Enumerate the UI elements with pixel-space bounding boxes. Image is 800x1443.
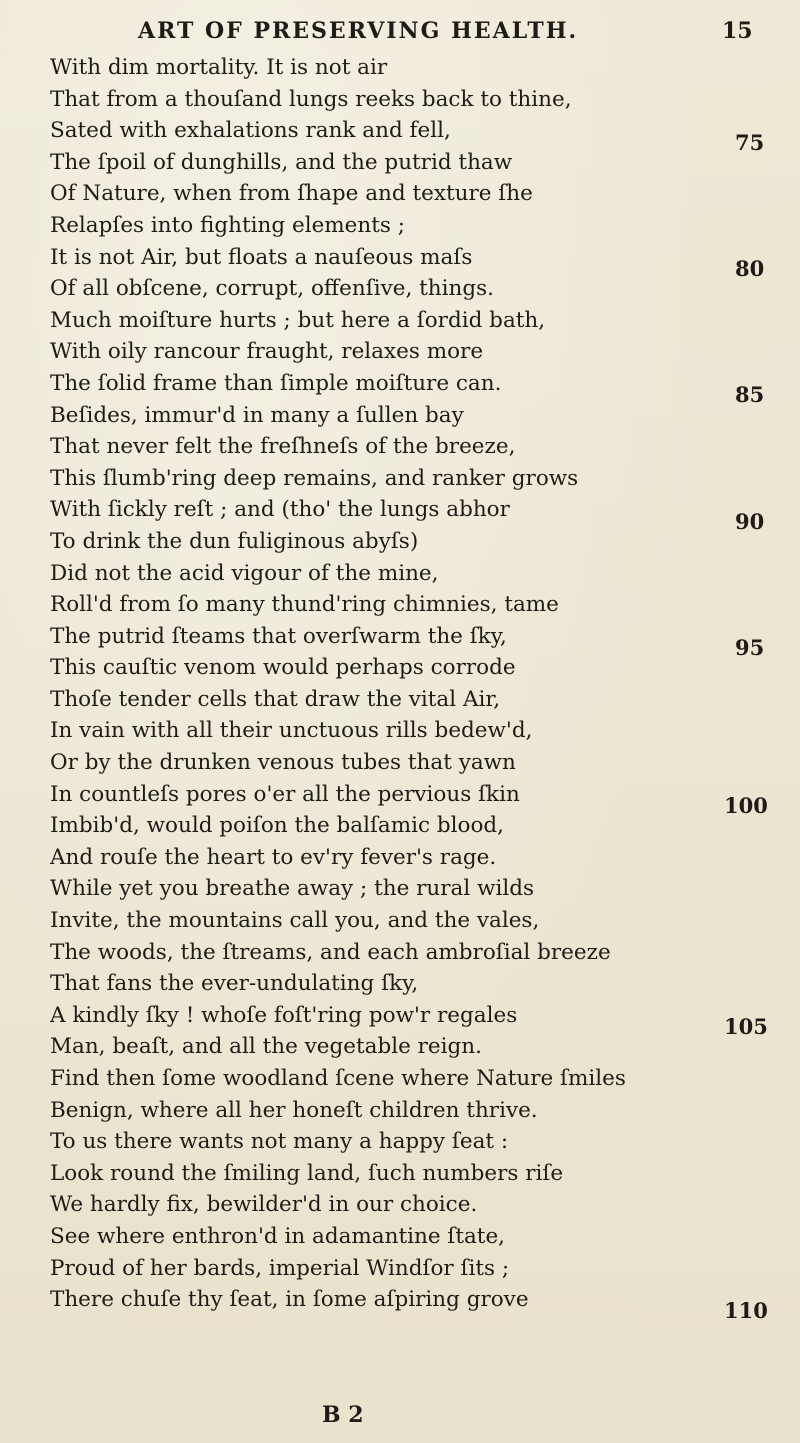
poem-line: In vain with all their unctuous rills bedew'd,	[50, 718, 533, 744]
poem-line: Did not the acid vigour of the mine,	[50, 560, 439, 586]
poem-line: Thoſe tender cells that draw the vital Air,	[50, 686, 501, 712]
poem-line: Proud of her bards, imperial Windſor ſits ;	[50, 1255, 510, 1281]
poem-line: That from a thouſand lungs reeks back to thine,	[50, 86, 572, 112]
running-head: ART OF PRESERVING HEALTH.	[138, 18, 579, 44]
line-number: 95	[735, 635, 765, 660]
poem-line: And rouſe the heart to ev'ry fever's rage.	[50, 844, 497, 870]
poem-line: Find then ſome woodland ſcene where Nature ſmiles	[50, 1066, 626, 1091]
poem-line: We hardly fix, bewilder'd in our choice.	[50, 1192, 478, 1218]
poem-line: This cauſtic venom would perhaps corrode	[50, 655, 516, 681]
poem-line: Roll'd from ſo many thund'ring chimnies, tame	[50, 592, 559, 618]
poem-line: With ſickly reſt ; and (tho' the lungs abhor	[50, 497, 510, 523]
poem-line: Look round the ſmiling land, ſuch numbers riſe	[50, 1160, 564, 1186]
poem-line: Relapſes into fighting elements ;	[50, 212, 406, 238]
line-number: 105	[724, 1014, 768, 1039]
line-number: 110	[724, 1298, 768, 1323]
poem-line: Much moiſture hurts ; but here a ſordid bath,	[50, 307, 546, 333]
line-number: 85	[735, 382, 765, 407]
poem-line: A kindly ſky ! whoſe foſt'ring pow'r regales	[50, 1002, 518, 1028]
poem-line: To us there wants not many a happy ſeat :	[50, 1129, 509, 1155]
poem-line: To drink the dun fuliginous abyſs)	[50, 528, 419, 554]
poem-line: Beſides, immur'd in many a ſullen bay	[50, 402, 464, 428]
poem-line: Imbib'd, would poiſon the balſamic blood,	[50, 813, 504, 839]
line-number: 80	[735, 256, 765, 281]
poem-line: The ſolid frame than ſimple moiſture can.	[50, 370, 502, 396]
poem-text	[50, 52, 740, 1316]
poem-line: It is not Air, but floats a nauſeous maſs	[50, 244, 473, 270]
poem-line: Sated with exhalations rank and fell,	[50, 118, 451, 144]
poem-line: The putrid ſteams that overſwarm the ſky,	[50, 623, 507, 649]
line-number: 100	[724, 793, 768, 818]
poem-line: That fans the ever-undulating ſky,	[50, 971, 419, 997]
poem-line: The ſpoil of dunghills, and the putrid thaw	[50, 149, 513, 175]
poem-line: There chuſe thy ſeat, in ſome aſpiring grove	[50, 1287, 529, 1313]
poem-line: Of all obſcene, corrupt, offenſive, things.	[50, 276, 494, 302]
poem-line: While yet you breathe away ; the rural wilds	[50, 876, 535, 902]
poem-line: With oily rancour fraught, relaxes more	[50, 339, 484, 365]
poem-line: Man, beaſt, and all the vegetable reign.	[50, 1034, 482, 1060]
poem-line: In countleſs pores o'er all the pervious ſkin	[50, 781, 520, 807]
poem-line: Of Nature, when from ſhape and texture ſhe	[50, 181, 533, 207]
signature-mark: B 2	[322, 1402, 364, 1428]
poem-line: This ſlumb'ring deep remains, and ranker grows	[50, 465, 579, 491]
poem-line: That never felt the freſhneſs of the breeze,	[50, 434, 516, 460]
page-number: 15	[722, 18, 753, 44]
poem-line: Benign, where all her honeſt children thrive.	[50, 1097, 538, 1123]
line-number: 90	[735, 509, 765, 534]
poem-line: Or by the drunken venous tubes that yawn	[50, 750, 516, 776]
poem-line: Invite, the mountains call you, and the vales,	[50, 908, 540, 934]
poem-line: See where enthron'd in adamantine ſtate,	[50, 1223, 505, 1249]
poem-line: With dim mortality. It is not air	[50, 55, 388, 80]
poem-line: The woods, the ſtreams, and each ambroſial breeze	[50, 939, 611, 965]
line-number: 75	[735, 130, 765, 155]
